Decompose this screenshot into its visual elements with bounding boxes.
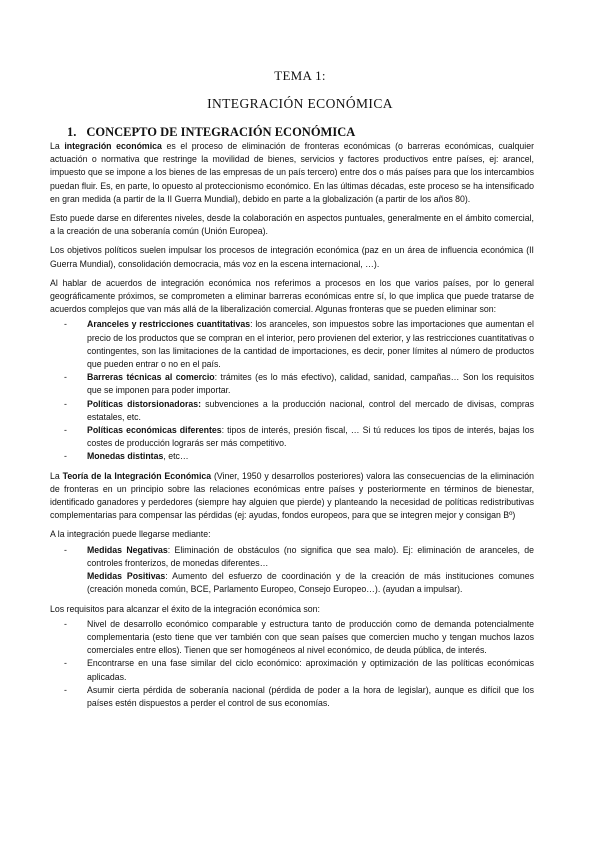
list-item: [50, 318, 534, 371]
item-text: Encontrarse en una fase similar del ciclo económico: aproximación y optimización de las políticas económicas aplicadas.: [87, 658, 534, 682]
section-heading: [67, 125, 355, 140]
item-text: Asumir cierta pérdida de soberanía nacional (pérdida de poder a la hora de legislar), aunque es difícil que los países estén dispuestos a perder el control de sus economías.: [87, 684, 534, 708]
document-body: [50, 140, 534, 716]
text-run: La: [50, 141, 65, 151]
dash-mark: -: [64, 425, 67, 436]
dash-mark: -: [64, 319, 67, 330]
list-item: [50, 570, 534, 596]
topic-number: TEMA 1:: [274, 68, 326, 83]
item-term: Medidas Negativas: [87, 544, 168, 555]
item-text: : Aumento del esfuerzo de coordinación y de la creación de más instituciones comunes (creación moneda común, BCE, Parlamento Europeo, Consejo Europeo…). (ayudan a impulsar).: [87, 571, 534, 595]
dash-mark: -: [64, 618, 67, 629]
dash-mark: -: [64, 398, 67, 409]
item-text: : tipos de interés, presión fiscal, … Si tú reduces los tipos de interés, bajas los costes de producción lograrás ser más competitivo.: [87, 425, 534, 449]
item-term: Monedas distintas: [87, 451, 164, 462]
list-item: [50, 657, 534, 683]
list-item: [50, 398, 534, 424]
list-item: [50, 371, 534, 397]
dash-mark: -: [64, 451, 67, 462]
topic-title: INTEGRACIÓN ECONÓMICA: [207, 96, 393, 111]
item-text: : Eliminación de obstáculos (no significa que sea malo). Ej: eliminación de aranceles, de controles fronterizos, de monedas diferentes…: [87, 544, 535, 568]
dash-mark: -: [64, 372, 67, 383]
list-item: [50, 424, 534, 450]
section-title: CONCEPTO DE INTEGRACIÓN ECONÓMICA: [86, 125, 356, 139]
list-item: [50, 618, 534, 658]
paragraph-definition: [50, 140, 534, 206]
item-term: Políticas distorsionadoras:: [87, 398, 202, 409]
dash-mark: -: [64, 684, 67, 695]
measures-list: [50, 544, 534, 597]
paragraph-means: A la integración puede llegarse mediante:: [50, 529, 211, 540]
paragraph-requirements: Los requisitos para alcanzar el éxito de la integración económica son:: [50, 603, 320, 614]
list-item: [50, 684, 534, 710]
section-number: 1.: [67, 125, 77, 139]
item-text: Nivel de desarrollo económico comparable y estructura tanto de producción como de demanda potencialmente complementaria (esto tiene que ver también con que sean países que comercien mucho y tengan muchos lazos comerciales entre ellos). Tienen que ser homogéneos al nivel económico, de deuda pública, de interés.: [87, 618, 534, 656]
paragraph-theory: [50, 470, 534, 523]
text-run: (Viner, 1950 y desarrollos posteriores) valora las consecuencias de la eliminación de fronteras en un principio sobre las relaciones económicas entre países y posteriormente en términos de bienestar, identificado ganadores y perdedores (siempre hay alguien que pierde) y planteando la necesidad de políticas redistributivas complementarias para compensar las pérdidas (ej: ayudas, fondos europeos, para que se integren mejor y consigan Bº): [50, 470, 534, 521]
paragraph-objectives: Los objetivos políticos suelen impulsar los procesos de integración económica (paz en un área de influencia económica (II Guerra Mundial), consolidación democracia, más voz en la escena internacional, …).: [50, 245, 534, 269]
dash-mark: -: [64, 544, 67, 555]
item-term: Barreras técnicas al comercio: [87, 372, 215, 383]
text-run: es el proceso de eliminación de fronteras económicas (o barreras económicas, cualquier actuación o normativa que restringe la movilidad de bienes, servicios y factores productivos entre países, ej: arancel, impuesto que se impone a los bienes de las empresas de un país tercero) entre dos o más países para que los intercambios puedan fluir. Es, en parte, lo opuesto al proteccionismo económico. En las últimas décadas, este proceso se ha intensificado en gran medida (a partir de la II Guerra Mundial), debido en parte a la globalización (a partir de los años 80).: [50, 141, 534, 204]
item-text: : trámites (es lo más efectivo), calidad, sanidad, campañas… Son los requisitos que se imponen para poder importar.: [87, 372, 534, 396]
term-bold: integración económica: [64, 141, 162, 151]
item-term: Aranceles y restricciones cuantitativas: [87, 319, 251, 330]
item-text: subvenciones a la producción nacional, control del mercado de divisas, compras estatales, etc.: [87, 398, 534, 422]
item-term: Políticas económicas diferentes: [87, 425, 222, 436]
paragraph-levels: Esto puede darse en diferentes niveles, desde la colaboración en aspectos puntuales, generalmente en el ámbito comercial, a la creación de una soberanía común (Unión Europea).: [50, 213, 534, 237]
dash-mark: -: [64, 658, 67, 669]
list-item: [50, 544, 534, 570]
list-item: [50, 450, 534, 463]
text-run: La: [50, 470, 63, 481]
item-term: Medidas Positivas: [87, 571, 166, 582]
barriers-list: [50, 318, 534, 463]
item-text: : los aranceles, son impuestos sobre las importaciones que aumentan el precio de los productos que se compran en el interior, pero provienen del exterior, y las restricciones cuantitativas o contingentes, son las limitaciones de la cantidad de importaciones, es decir, poner límites al número de productos que pueden entrar o no en el país.: [87, 319, 534, 370]
paragraph-agreements: Al hablar de acuerdos de integración económica nos referimos a procesos en los que varios países, por lo general geográficamente próximos, se comprometen a eliminar barreras económicas entre sí, lo que implica que puede tratarse de acuerdos complejos que van más allá de la liberalización comercial. Algunas fronteras que se pueden eliminar son:: [50, 277, 534, 315]
term-bold: Teoría de la Integración Económica: [62, 470, 212, 481]
requirements-list: [50, 618, 534, 710]
item-text: , etc…: [163, 451, 189, 462]
